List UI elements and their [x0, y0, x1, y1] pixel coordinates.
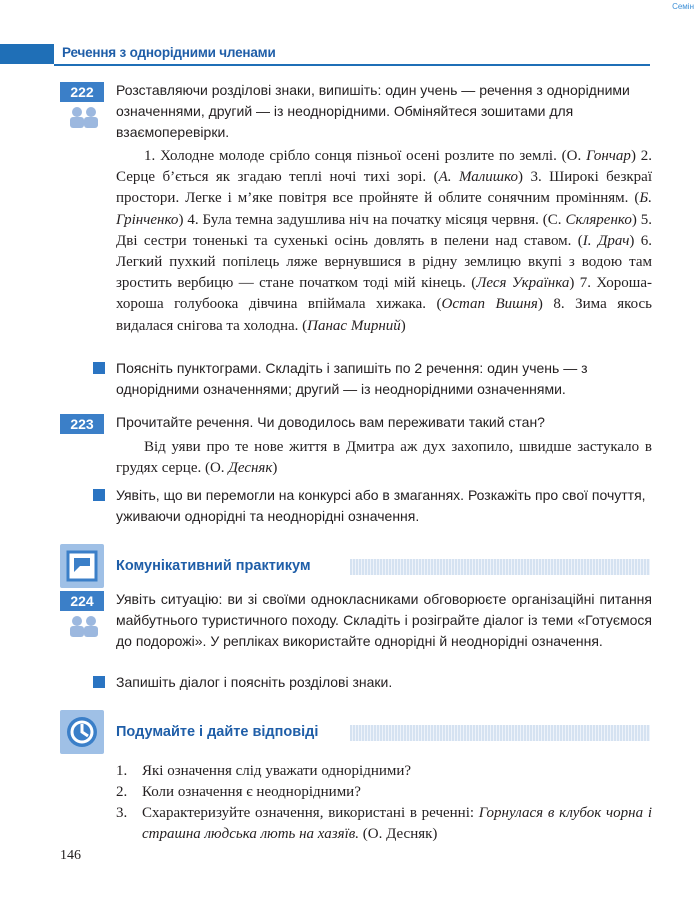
exercise-222-text: 1. Холодне молоде срібло сонця пізньої осені розлите по землі. (О. Гончар) 2. Серце б’ється як згадаю теплі ночі тихі зорі. (А. Малишко) 3. Широкі безкраї простори. Легке і м’яке повітря все пройняте й облите сонячним промінням. (Б. Грінченко) 4. Була темна задушлива ніч на початку місяця червня. (С. Скляренко) 5. Дві сестри тоненькі та сухенькі осінь довлять в пелени над ставом. (І. Драч) 6. Легкий пухкий попілець ляже вернувшися в рідну землицю вкупі з водою там зростить вербицю — стане початком тоді мій кінець. (Леся Українка) 7. Хороша-хороша голубоока дівчина впіймала хижака. (Остап Вишня) 8. Зима якось видалася снігова та холодна. (Панас Мирний) [116, 148, 653, 334]
exercise-number-222: 222 [60, 82, 104, 102]
exercise-222-task: Розставляючи розділові знаки, випишіть: один учень — речення з однорідними означеннями, другий — із неоднорідними. Обміняйтеся зошитами для взаємоперевірки. [116, 82, 630, 140]
section-rule [350, 559, 650, 575]
header-accent-bar [0, 44, 54, 64]
exercise-number-224: 224 [60, 591, 104, 611]
corner-logo: Семін [672, 2, 694, 11]
question-item: 1. Які означення слід уважати однорідними? [116, 763, 412, 779]
chapter-title: Речення з однорідними членами [62, 45, 276, 60]
question-item: 3. Схарактеризуйте означення, використані в реченні: Горнулася в клубок чорна і страшна людська лють на хазяїв. (О. Десняк) [116, 805, 652, 842]
question-section-icon [60, 710, 104, 754]
page-number: 146 [60, 848, 81, 863]
questions-list [116, 761, 652, 845]
practicum-icon [60, 544, 104, 588]
exercise-224-task: Уявіть ситуацію: ви зі своїми однокласниками обговорюєте організаційні питання майбутнього туристичного походу. Складіть і розіграйте діалог із теми «Готуємося до подорожі». У репліках використайте однорідні й неоднорідні означення. [116, 591, 652, 649]
exercise-number-223: 223 [60, 414, 104, 434]
header-rule [54, 64, 650, 66]
subtask-marker [93, 676, 105, 688]
section-rule [350, 725, 650, 741]
question-item: 2. Коли означення є неоднорідними? [116, 784, 361, 800]
exercise-222-subtask: Поясніть пунктограми. Складіть і запишіть по 2 речення: один учень — з однорідними означеннями; другий — із неоднорідними означеннями. [116, 360, 588, 397]
section-title-practicum: Комунікативний практикум [116, 558, 311, 574]
section-title-questions: Подумайте і дайте відповіді [116, 724, 319, 740]
exercise-223-task: Прочитайте речення. Чи доводилось вам переживати такий стан? [116, 414, 545, 430]
exercise-223-quote: Від уяви про те нове життя в Дмитра аж дух захопило, швидше застукало в грудях серце. (О. Десняк) [116, 439, 652, 477]
exercise-223-subtask: Уявіть, що ви перемогли на конкурсі або в змаганнях. Розкажіть про свої почуття, уживаючи однорідні та неоднорідні означення. [116, 487, 646, 524]
pair-work-icon [68, 106, 100, 128]
subtask-marker [93, 362, 105, 374]
subtask-marker [93, 489, 105, 501]
exercise-224-subtask: Запишіть діалог і поясніть розділові знаки. [116, 674, 393, 690]
pair-work-icon [68, 615, 100, 637]
